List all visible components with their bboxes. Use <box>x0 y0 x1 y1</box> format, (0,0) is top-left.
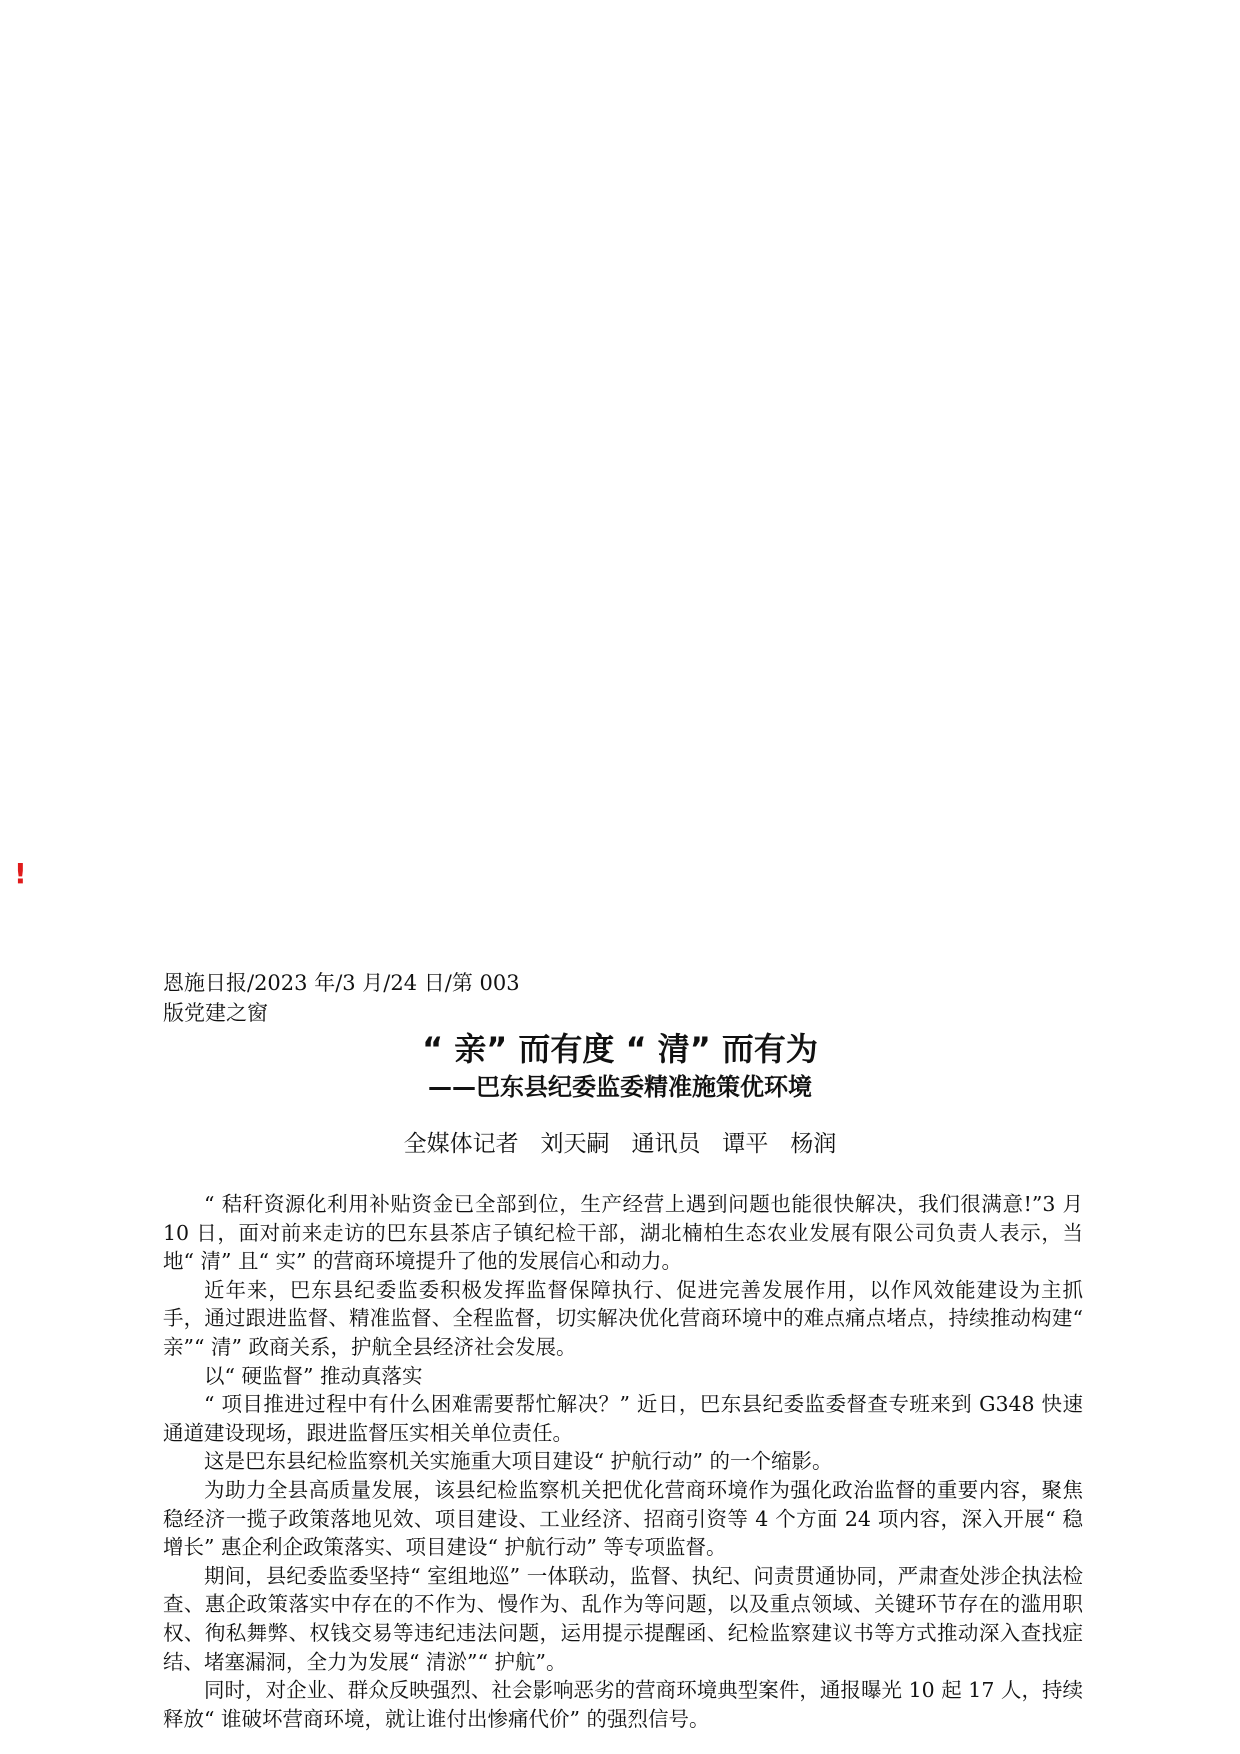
red-exclamation-mark: ! <box>14 857 27 890</box>
source-line: 恩施日报/2023 年/3 月/24 日/第 003 版党建之窗 <box>163 971 520 1025</box>
paragraph: 为助力全县高质量发展，该县纪检监察机关把优化营商环境作为强化政治监督的重要内容，聚焦稳经济一揽子政策落地见效、项目建设、工业经济、招商引资等 4 个方面 24 项内容，深入开展“ 稳增长” 惠企利企政策落实、项目建设“ 护航行动” 等专项监督。 <box>163 1477 1083 1560</box>
paragraph: 同时，对企业、群众反映强烈、社会影响恶劣的营商环境典型案件，通报曝光 10 起 17 人，持续释放“ 谁破坏营商环境，就让谁付出惨痛代价” 的强烈信号。 <box>163 1678 1083 1731</box>
section-heading: 以“ 硬监督” 推动真落实 <box>204 1363 423 1388</box>
paragraph: “ 秸秆资源化利用补贴资金已全部到位，生产经营上遇到问题也能很快解决，我们很满意!”3 月 10 日，面对前来走访的巴东县茶店子镇纪检干部，湖北楠柏生态农业发展有限公司负责人表示，当地“ 清” 且“ 实” 的营商环境提升了他的发展信心和动力。 <box>163 1192 1083 1274</box>
byline: 全媒体记者 刘天嗣 通讯员 谭平 杨润 <box>403 1131 837 1157</box>
article-body <box>163 1190 1083 1733</box>
article-title: “ 亲” 而有度 “ 清” 而有为 <box>422 1030 818 1068</box>
paragraph: 这是巴东县纪检监察机关实施重大项目建设“ 护航行动” 的一个缩影。 <box>204 1449 833 1474</box>
article-subtitle: ——巴东县纪委监委精准施策优环境 <box>428 1073 812 1101</box>
paragraph: 近年来，巴东县纪委监委积极发挥监督保障执行、促进完善发展作用，以作风效能建设为主抓手，通过跟进监督、精准监督、全程监督，切实解决优化营商环境中的难点痛点堵点，持续推动构建“ 亲”“ 清” 政商关系，护航全县经济社会发展。 <box>163 1277 1083 1359</box>
paragraph: 期间，县纪委监委坚持“ 室组地巡” 一体联动，监督、执纪、问责贯通协同，严肃查处涉企执法检查、惠企政策落实中存在的不作为、慢作为、乱作为等问题，以及重点领域、关键环节存在的滥用职权、徇私舞弊、权钱交易等违纪违法问题，运用提示提醒函、纪检监察建议书等方式推动深入查找症结、堵塞漏洞，全力为发展“ 清淤”“ 护航”。 <box>163 1563 1083 1674</box>
paragraph: “ 项目推进过程中有什么困难需要帮忙解决？” 近日，巴东县纪委监委督查专班来到 G348 快速通道建设现场，跟进监督压实相关单位责任。 <box>163 1392 1083 1445</box>
